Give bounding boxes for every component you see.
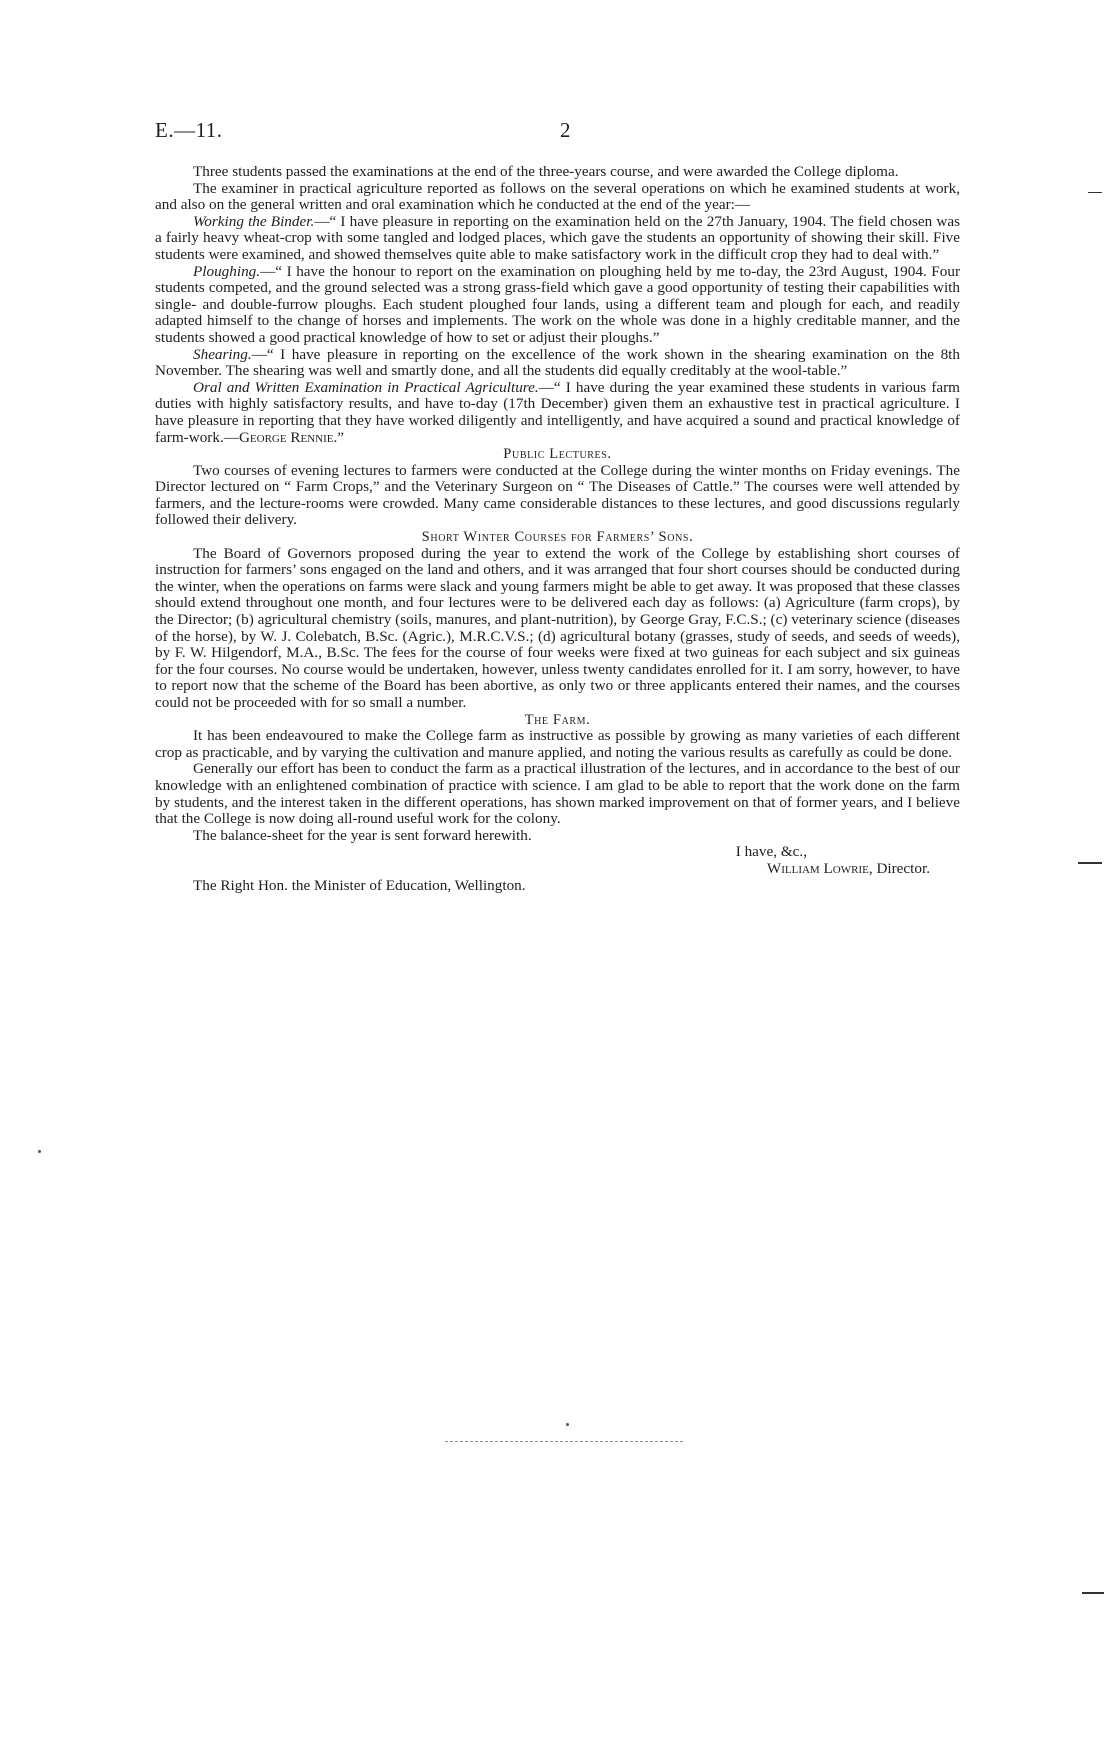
heading-farm: The Farm. xyxy=(524,711,591,728)
paragraph-diploma: Three students passed the examinations at the end of the three-years course, and were awarded the College diploma. xyxy=(193,163,899,180)
ploughing-text: —“ I have the honour to report on the examination on ploughing held by me to-day, the 23rd August, 1904. Four students competed, and the ground selected was a strong grass-field which gave a good opportunity of testing their capabilities with single- and double-furrow ploughs. Each student ploughed four lands, using a different team and plough for each, and readily adapted himself to the change of horses and implements. The work on the whole was done in a highly creditable manner, and the students showed a good practical knowledge of how to set or adjust their ploughs.” xyxy=(155,262,960,346)
examiner-signature: George Rennie xyxy=(238,428,334,446)
paragraph-farm-effort: Generally our effort has been to conduct the farm as a practical illustration of the lectures, and in accordance to the best of our knowledge with an enlightened combination of practice with science. I am glad to be able to report that the work done on the farm by students, and the interest taken in the different operations, has shown marked improvement on that of former years, and I believe that the College is now doing all-round useful work for the colony. xyxy=(155,760,960,828)
paragraph-public-lectures: Two courses of evening lectures to farmers were conducted at the College during the winter months on Friday evenings. The Director lectured on “ Farm Crops,” and the Veterinary Surgeon on “ The Diseases of Cattle.” The courses were well attended by farmers, and the lecture-rooms were crowded. Many came considerable distances to these lectures, and good discussions regularly followed their delivery. xyxy=(155,461,960,529)
oral-exam-close: .” xyxy=(333,428,345,446)
oral-exam-text: —“ I have during the year examined these students in various farm duties with highly satisfactory results, and have to-day (17th December) given them an exhaustive test in practical agriculture. I have pleasure in reporting that they have worked diligently and intelligently, and have acquired a sound and practical knowledge of farm-work.— xyxy=(155,378,960,446)
paragraph-binder xyxy=(155,214,960,264)
signer-title: , Director. xyxy=(868,859,930,877)
margin-mark-top xyxy=(1088,192,1102,193)
shearing-text: —“ I have pleasure in reporting on the excellence of the work shown in the shearing examination on the 8th November. The shearing was well and smartly done, and all the students did equally creditably at the wool-table.” xyxy=(155,345,960,380)
margin-mark-middle xyxy=(1078,862,1102,864)
page-dot-mark xyxy=(566,1423,569,1426)
closing-addressee: The Right Hon. the Minister of Education, Wellington. xyxy=(193,876,526,894)
heading-short-courses: Short Winter Courses for Farmers’ Sons. xyxy=(421,529,694,546)
closing-salutation: I have, &c., xyxy=(735,843,807,861)
heading-public-lectures: Public Lectures. xyxy=(503,446,612,463)
paragraph-short-courses: The Board of Governors proposed during the year to extend the work of the College by establishing short courses of instruction for farmers’ sons engaged on the land and others, and it was arranged that four short courses should be conducted during the winter, when the operations on farms were slack and young farmers might be able to get away. It was proposed that these classes should extend throughout one month, and four lectures were to be delivered each day as follows: (a) Agriculture (farm crops), by the Director; (b) agricultural chemistry (soils, manures, and plant-nutrition), by George Gray, F.C.S.; (c) veterinary science (diseases of the horse), by W. J. Colebatch, B.Sc. (Agric.), M.R.C.V.S.; (d) agricultural botany (grasses, study of seeds, and seeds of weeds), by F. W. Hilgendorf, M.A., B.Sc. The fees for the course of four weeks were fixed at two guineas for each subject and six guineas for the four courses. No course would be undertaken, however, unless twenty candidates enrolled for it. I am sorry, however, to have to report now that the scheme of the Board has been abortive, as only two or three applicants entered their names, and the courses could not be proceeded with for so small a number. xyxy=(155,544,960,711)
document-code: E.—11. xyxy=(155,118,223,142)
ploughing-lead: Ploughing. xyxy=(193,262,261,280)
paragraph-oral-exam xyxy=(155,380,960,446)
page-number: 2 xyxy=(560,118,571,142)
paragraph-examiner-intro: The examiner in practical agriculture reported as follows on the several operations on which he examined students at work, and also on the general written and oral examination which he conducted at the end of the year:— xyxy=(155,179,960,214)
shearing-lead: Shearing. xyxy=(193,345,252,363)
closing-signature xyxy=(155,861,960,878)
paragraph-balance-sheet: The balance-sheet for the year is sent forward herewith. xyxy=(193,826,532,844)
margin-dot-left xyxy=(38,1150,41,1153)
paragraph-ploughing xyxy=(155,264,960,347)
binder-text: —“ I have pleasure in reporting on the examination held on the 27th January, 1904. The field chosen was a fairly heavy wheat-crop with some tangled and lodged places, which gave the students an opportunity of showing their skill. Five students were examined, and showed themselves quite able to make satisfactory work in the difficult crop they had to deal with.” xyxy=(155,212,960,263)
document-body xyxy=(155,164,960,894)
paragraph-farm-varieties: It has been endeavoured to make the College farm as instructive as possible by growing as many varieties of each different crop as practicable, and by varying the cultivation and manure applied, and noting the various results as carefully as could be done. xyxy=(155,727,960,761)
end-rule xyxy=(445,1441,683,1442)
oral-exam-lead: Oral and Written Examination in Practical Agriculture. xyxy=(193,378,539,396)
signer-name: William Lowrie xyxy=(766,859,869,877)
margin-mark-bottom xyxy=(1082,1592,1104,1594)
binder-lead: Working the Binder. xyxy=(193,212,315,230)
paragraph-shearing xyxy=(155,347,960,380)
